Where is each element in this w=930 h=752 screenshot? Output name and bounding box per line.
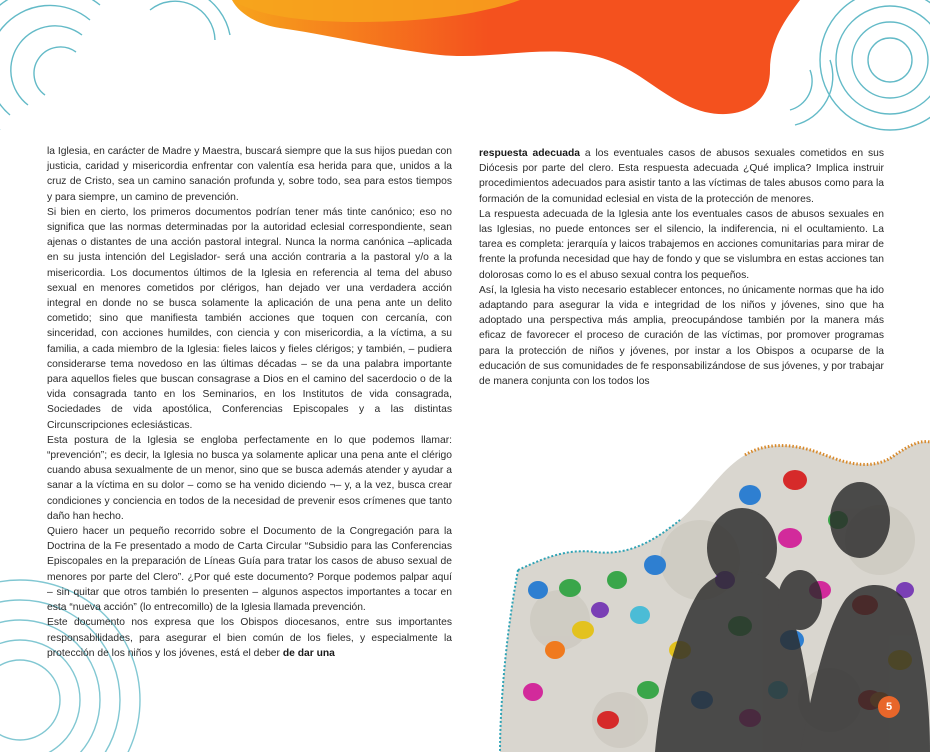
left-paragraph-5-text: Este documento nos expresa que los Obispos diocesanos, entre sus importantes responsabilidades, para asegurar el bien común de los fieles, y especialmente la protección de los niños y los jóvenes, está el deber [47,617,452,659]
right-paragraph-1 [479,146,884,207]
left-paragraph-5-bold: de dar una [282,647,335,659]
right-paragraph-2: La respuesta adecuada de la Iglesia ante los eventuales casos de abusos sexuales en las Iglesias, no puede entonces ser el silencio, la indiferencia, ni el ocultamiento. La tarea es completa: jerarquía y laicos trabajemos en acciones comunitarias para mirar de frente la profunda necesidad que hay de fondo y que se vislumbra en estas acciones tan dolorosas como lo es el abuso sexual contra los pequeños. [479,208,884,281]
left-paragraph-1: la Iglesia, en carácter de Madre y Maestra, buscará siempre que la sus hijos puedan con justicia, caridad y misericordia enfrentar con valentía esa herida para que, unidos a la cruz de Cristo, sea un camino sanación profunda y, sobre todo, sea para estos tiempos y para siempre, un camino de prevención. [47,146,452,203]
left-paragraph-4: Quiero hacer un pequeño recorrido sobre el Documento de la Congregación para la Doctrina de la Fe presentado a modo de Carta Circular “Subsidio para las Conferencias Episcopales en la preparación de Líneas Guía para tratar los casos de abuso sexual de menores por parte del Clero”. ¿Por qué este documento? Porque podemos palpar aquí – sin quitar que otros también lo presenten – algunos aspectos importantes a tocar en esta “nueva acción” (lo entrecomillo) de la Iglesia llamada prevención. [47,526,452,614]
left-text-column [47,144,452,661]
page-number-badge: 5 [878,696,900,718]
left-paragraph-2: Si bien en cierto, los primeros documentos podrían tener más tinte canónico; eso no significa que las normas determinadas por la autoridad eclesial correspondiente, sean ajenas o distantes de una acción pastoral integral. Nunca la norma canónica –aplicada en su justa intención del Legislador- será una acción contraria a la pastoral y/o a la misericordia. Los documentos últimos de la Iglesia en referencia al tema del abuso sexual en menores cometidos por clérigos, han dejado ver una verdadera acción integral en donde no se busca solamente la aplicación de una pena ante un delito cometido; sino que manifiesta también acciones que toquen con cercanía, con sinceridad, con acciones humildes, con ciencia y con misericordia, a la víctima, a su familia, a cada miembro de la Iglesia: fieles laicos y fieles clérigos; y también, – pudiera considerarse tema novedoso en las últimas décadas – se da una palabra importante para aquellos fieles que buscan consagrase a Dios en el camino del sacerdocio o de la vida consagrada tanto en los Seminarios, en los Institutos de vida consagrada, Sociedades de vida apostólica, Conferencias Episcopales y a las distintas Circunscripciones eclesiásticas. [47,206,452,431]
right-paragraph-1-text: a los eventuales casos de abusos sexuales cometidos en sus Diócesis por parte del clero. Esta respuesta adecuada ¿Qué implica? Implica instruir procedimientos adecuados para asistir tanto a las víctimas de tales abusos como para la formación de la comunidad eclesial en vista de la protección de menores. [479,148,885,205]
left-paragraph-3: Esta postura de la Iglesia se engloba perfectamente en lo que podemos llamar: “prevención”; es decir, la Iglesia no busca ya solamente aplicar una pena ante el clérigo cuando abusa sexualmente de un menor, sino que se busca además atender y ayudar a sanar a la víctima en su dolor – como se ha venido diciendo ¬– y, a la vez, busca crear condiciones y conciencia en todos de la necesidad de prevenir esos crímenes que tanto daño han hecho. [47,434,452,522]
left-paragraph-5 [47,615,452,661]
right-paragraph-1-bold: respuesta adecuada [479,148,581,159]
right-paragraph-3: Así, la Iglesia ha visto necesario establecer entonces, no únicamente normas que ha ido adaptando para asegurar la vida e integridad de los niños y jóvenes, sino que ha adoptado una perspectiva más amplia, preocupándose también por la manera más eficaz de favorecer el proceso de curación de las víctimas, por promover programas para la protección de niños y jóvenes, por instar a los Obispos a ocuparse de la educación de sus comunidades de fe responsabilizándose de sus jóvenes, y por trabajar de manera conjunta con los todos los [479,284,884,388]
right-text-column [479,146,884,389]
